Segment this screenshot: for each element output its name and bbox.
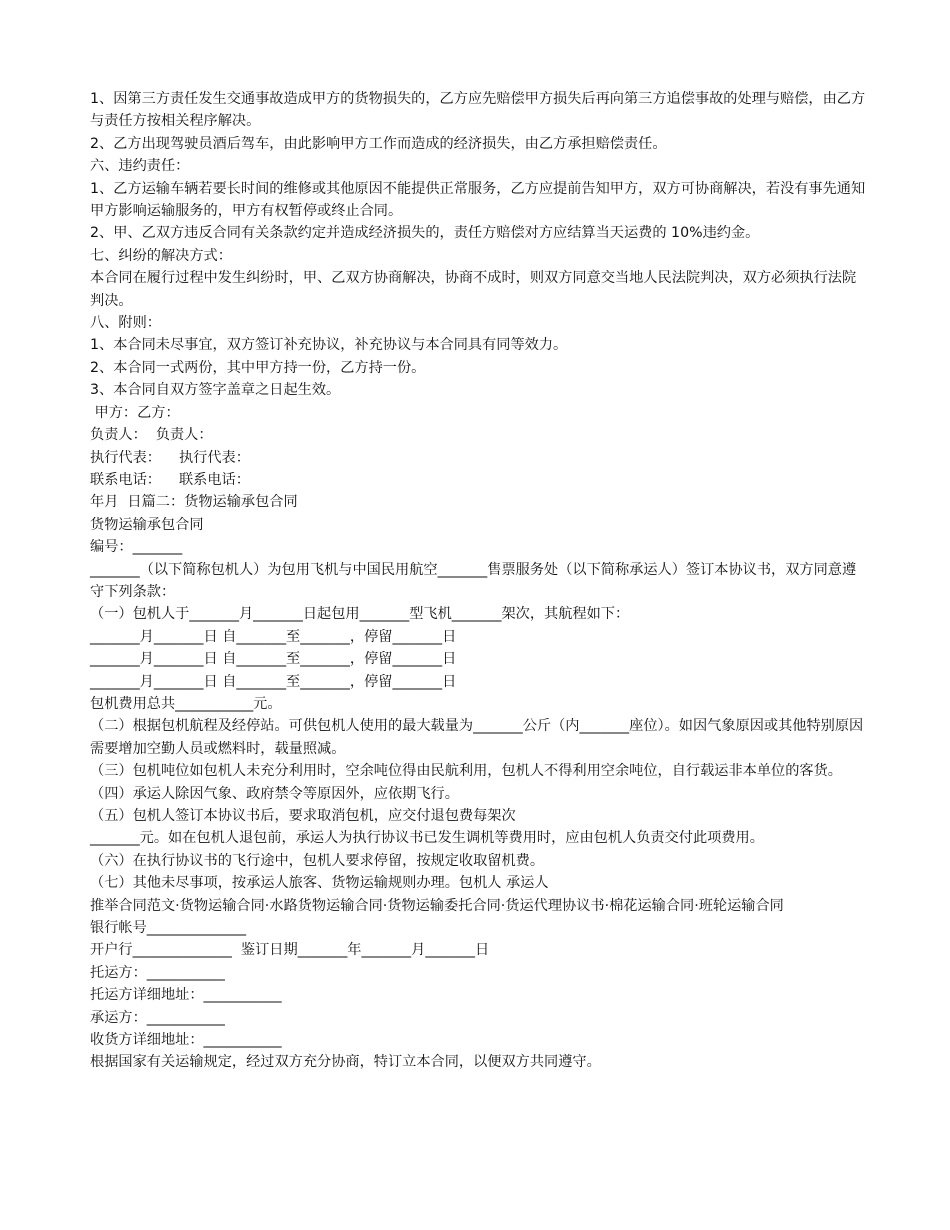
carrier-field: 承运方：___________ [90, 1009, 225, 1026]
signature-responsible: 负责人： 负责人： [90, 427, 213, 444]
heading-breach-liability: 六、违约责任： [90, 158, 190, 175]
document-body [90, 88, 870, 1074]
contract-title: 货物运输承包合同 [90, 516, 204, 533]
heading-dispute-resolution: 七、纠纷的解决方式： [90, 247, 232, 264]
heading-supplementary: 八、附则： [90, 315, 161, 332]
clause-6: （六）在执行协议书的飞行途中，包机人要求停留，按规定收取留机费。 [90, 852, 545, 869]
shipper-address-field: 托运方详细地址：___________ [90, 987, 282, 1004]
itinerary-row: _______月_______日 自_______至_______，停留_______日 [90, 651, 457, 668]
signature-representative: 执行代表： 执行代表： [90, 449, 250, 466]
clause-2: （二）根据包机航程及经停站。可供包机人使用的最大载量为_______公斤（内_______座位）。如因气象原因或其他特别原因需要增加空勤人员或燃料时，载量照减。 [90, 718, 864, 757]
itinerary-row: _______月_______日 自_______至_______，停留_______日 [90, 628, 457, 645]
itinerary-row: _______月_______日 自_______至_______，停留_______日 [90, 673, 457, 690]
clause-5: （五）包机人签订本协议书后，要求取消包机，应交付退包费每架次 [90, 808, 516, 824]
clause-3: （三）包机吨位如包机人未充分利用时，空余吨位得由民航利用，包机人不得利用空余吨位，自行载运非本单位的客货。 [90, 763, 842, 780]
bank-account-field: 银行帐号______________ [90, 920, 247, 937]
paragraph-supplementary-3: 3、本合同自双方签字盖章之日起生效。 [90, 382, 341, 399]
signature-phone: 联系电话： 联系电话： [90, 471, 250, 488]
clause-1: （一）包机人于_______月_______日起包用_______型飞机_______架次，其航程如下： [90, 606, 630, 623]
contract-number: 编号：_______ [90, 539, 183, 556]
clause-4: （四）承运人除因气象、政府禁令等原因外，应依期飞行。 [90, 785, 459, 802]
paragraph-supplementary-2: 2、本合同一式两份，其中甲方持一份，乙方持一份。 [90, 359, 426, 376]
clause-5-continued: _______元。如在包机人退包前，承运人为执行协议书已发生调机等费用时，应由包机人负责交付此项费用。 [90, 830, 764, 847]
bank-and-date-field: 开户行______________ 鉴订日期_______年_______月_______日 [90, 942, 490, 959]
paragraph-charter-intro: _______（以下简称包机人）为包用飞机与中国民用航空_______售票服务处（以下简称承运人）签订本协议书，双方同意遵守下列条款： [90, 561, 857, 600]
paragraph-supplementary-1: 1、本合同未尽事宜，双方签订补充协议，补充协议与本合同具有同等效力。 [90, 337, 568, 354]
paragraph-dispute: 本合同在履行过程中发生纠纷时，甲、乙双方协商解决，协商不成时，则双方同意交当地人民法院判决，双方必须执行法院判决。 [90, 270, 857, 309]
consignee-address-field: 收货方详细地址：___________ [90, 1032, 282, 1049]
charter-total-fee: 包机费用总共___________元。 [90, 695, 282, 712]
shipper-field: 托运方：___________ [90, 964, 225, 981]
signature-parties: 甲方：乙方： [90, 404, 180, 421]
paragraph-agreement-basis: 根据国家有关运输规定，经过双方充分协商，特订立本合同，以便双方共同遵守。 [90, 1054, 601, 1071]
paragraph-penalty: 2、甲、乙双方违反合同有关条款约定并造成经济损失的，责任方赔偿对方应结算当天运费的 10%违约金。 [90, 225, 760, 242]
paragraph-vehicle-maintenance: 1、乙方运输车辆若要长时间的维修或其他原因不能提供正常服务，乙方应提前告知甲方，双方可协商解决，若没有事先通知甲方影响运输服务的，甲方有权暂停或终止合同。 [90, 180, 866, 220]
paragraph-accident-liability: 1、因第三方责任发生交通事故造成甲方的货物损失的，乙方应先赔偿甲方损失后再向第三方追偿事故的处理与赔偿，由乙方与责任方按相关程序解决。 [90, 91, 866, 130]
clause-7: （七）其他未尽事项，按承运人旅客、货物运输规则办理。包机人 承运人 [90, 875, 549, 892]
recommended-templates: 推举合同范文·货物运输合同·水路货物运输合同·货物运输委托合同·货运代理协议书·棉花运输合同·班轮运输合同 [90, 897, 784, 914]
paragraph-drunk-driving: 2、乙方出现驾驶员酒后驾车，由此影响甲方工作而造成的经济损失，由乙方承担赔偿责任。 [90, 135, 667, 152]
date-and-part-two-title: 年月 日篇二：货物运输承包合同 [90, 494, 298, 511]
